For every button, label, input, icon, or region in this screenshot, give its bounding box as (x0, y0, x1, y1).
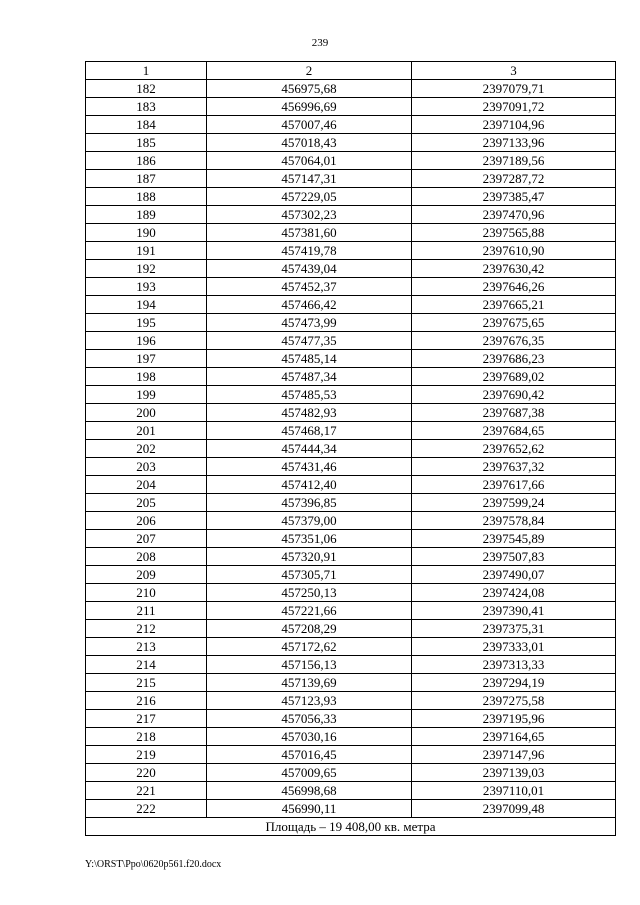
coordinate-x-cell: 457439,04 (207, 260, 412, 278)
point-number-cell: 205 (86, 494, 207, 512)
coordinate-y-cell: 2397424,08 (412, 584, 616, 602)
point-number-cell: 195 (86, 314, 207, 332)
table-row (86, 764, 616, 782)
point-number-cell: 193 (86, 278, 207, 296)
coordinate-y-cell: 2397110,01 (412, 782, 616, 800)
coordinate-y-cell: 2397665,21 (412, 296, 616, 314)
coordinate-x-cell: 456990,11 (207, 800, 412, 818)
table-row (86, 674, 616, 692)
table-row (86, 602, 616, 620)
point-number-cell: 192 (86, 260, 207, 278)
coordinate-y-cell: 2397133,96 (412, 134, 616, 152)
coordinate-y-cell: 2397652,62 (412, 440, 616, 458)
table-row (86, 710, 616, 728)
coordinate-y-cell: 2397687,38 (412, 404, 616, 422)
coordinate-y-cell: 2397578,84 (412, 512, 616, 530)
coordinate-y-cell: 2397610,90 (412, 242, 616, 260)
point-number-cell: 216 (86, 692, 207, 710)
coordinate-x-cell: 457208,29 (207, 620, 412, 638)
coordinate-y-cell: 2397637,32 (412, 458, 616, 476)
table-row (86, 638, 616, 656)
point-number-cell: 182 (86, 80, 207, 98)
point-number-cell: 207 (86, 530, 207, 548)
coordinate-x-cell: 456975,68 (207, 80, 412, 98)
table-row (86, 242, 616, 260)
table-row (86, 422, 616, 440)
area-total: Площадь – 19 408,00 кв. метра (86, 818, 616, 836)
coordinate-x-cell: 456998,68 (207, 782, 412, 800)
table-row (86, 350, 616, 368)
point-number-cell: 213 (86, 638, 207, 656)
coordinate-x-cell: 457064,01 (207, 152, 412, 170)
table-row (86, 440, 616, 458)
table-row (86, 584, 616, 602)
table-row (86, 656, 616, 674)
coordinate-x-cell: 457007,46 (207, 116, 412, 134)
coordinate-x-cell: 457172,62 (207, 638, 412, 656)
coordinate-x-cell: 456996,69 (207, 98, 412, 116)
coordinate-y-cell: 2397385,47 (412, 188, 616, 206)
coordinate-x-cell: 457147,31 (207, 170, 412, 188)
point-number-cell: 189 (86, 206, 207, 224)
coordinate-x-cell: 457056,33 (207, 710, 412, 728)
coordinate-x-cell: 457229,05 (207, 188, 412, 206)
coordinate-y-cell: 2397617,66 (412, 476, 616, 494)
coordinate-y-cell: 2397599,24 (412, 494, 616, 512)
coordinate-x-cell: 457018,43 (207, 134, 412, 152)
table-header-row (86, 62, 616, 80)
table-row (86, 116, 616, 134)
coordinate-y-cell: 2397287,72 (412, 170, 616, 188)
coordinate-y-cell: 2397689,02 (412, 368, 616, 386)
point-number-cell: 197 (86, 350, 207, 368)
coordinate-x-cell: 457482,93 (207, 404, 412, 422)
table-row (86, 386, 616, 404)
table-row (86, 98, 616, 116)
point-number-cell: 220 (86, 764, 207, 782)
point-number-cell: 190 (86, 224, 207, 242)
coordinate-x-cell: 457452,37 (207, 278, 412, 296)
coordinates-table (85, 61, 616, 836)
table-row (86, 314, 616, 332)
coordinate-x-cell: 457302,23 (207, 206, 412, 224)
coordinate-y-cell: 2397147,96 (412, 746, 616, 764)
point-number-cell: 186 (86, 152, 207, 170)
point-number-cell: 200 (86, 404, 207, 422)
coordinate-x-cell: 457431,46 (207, 458, 412, 476)
coordinate-x-cell: 457305,71 (207, 566, 412, 584)
table-row (86, 206, 616, 224)
point-number-cell: 196 (86, 332, 207, 350)
point-number-cell: 208 (86, 548, 207, 566)
coordinate-x-cell: 457485,53 (207, 386, 412, 404)
table-row (86, 404, 616, 422)
coordinate-y-cell: 2397079,71 (412, 80, 616, 98)
table-row (86, 566, 616, 584)
coordinate-x-cell: 457468,17 (207, 422, 412, 440)
table-row (86, 530, 616, 548)
coordinate-y-cell: 2397333,01 (412, 638, 616, 656)
coordinate-y-cell: 2397646,26 (412, 278, 616, 296)
coordinate-x-cell: 457412,40 (207, 476, 412, 494)
coordinate-x-cell: 457485,14 (207, 350, 412, 368)
table-row (86, 728, 616, 746)
table-row (86, 800, 616, 818)
table-row (86, 332, 616, 350)
table-row (86, 494, 616, 512)
table-row (86, 692, 616, 710)
point-number-cell: 203 (86, 458, 207, 476)
point-number-cell: 184 (86, 116, 207, 134)
coordinate-y-cell: 2397139,03 (412, 764, 616, 782)
coordinate-y-cell: 2397690,42 (412, 386, 616, 404)
page-number: 239 (311, 37, 329, 49)
coordinate-y-cell: 2397507,83 (412, 548, 616, 566)
column-header-2: 2 (207, 62, 412, 80)
table-row (86, 458, 616, 476)
point-number-cell: 201 (86, 422, 207, 440)
coordinate-x-cell: 457139,69 (207, 674, 412, 692)
coordinate-x-cell: 457379,00 (207, 512, 412, 530)
coordinate-x-cell: 457009,65 (207, 764, 412, 782)
coordinate-y-cell: 2397091,72 (412, 98, 616, 116)
coordinate-y-cell: 2397565,88 (412, 224, 616, 242)
point-number-cell: 219 (86, 746, 207, 764)
table-row (86, 548, 616, 566)
point-number-cell: 188 (86, 188, 207, 206)
coordinate-x-cell: 457396,85 (207, 494, 412, 512)
coordinate-y-cell: 2397470,96 (412, 206, 616, 224)
point-number-cell: 215 (86, 674, 207, 692)
point-number-cell: 191 (86, 242, 207, 260)
area-row (86, 818, 616, 836)
coordinate-y-cell: 2397390,41 (412, 602, 616, 620)
coordinate-x-cell: 457419,78 (207, 242, 412, 260)
coordinate-x-cell: 457156,13 (207, 656, 412, 674)
coordinate-y-cell: 2397375,31 (412, 620, 616, 638)
coordinate-x-cell: 457123,93 (207, 692, 412, 710)
coordinate-y-cell: 2397313,33 (412, 656, 616, 674)
point-number-cell: 199 (86, 386, 207, 404)
table-row (86, 152, 616, 170)
coordinate-y-cell: 2397490,07 (412, 566, 616, 584)
table-row (86, 512, 616, 530)
table-row (86, 260, 616, 278)
file-path-footer: Y:\ORST\Ppo\0620p561.f20.docx (85, 859, 222, 870)
coordinate-y-cell: 2397294,19 (412, 674, 616, 692)
coordinate-x-cell: 457381,60 (207, 224, 412, 242)
table-row (86, 134, 616, 152)
coordinate-y-cell: 2397275,58 (412, 692, 616, 710)
table-row (86, 746, 616, 764)
coordinate-y-cell: 2397195,96 (412, 710, 616, 728)
coordinate-x-cell: 457030,16 (207, 728, 412, 746)
coordinate-x-cell: 457487,34 (207, 368, 412, 386)
coordinate-x-cell: 457250,13 (207, 584, 412, 602)
coordinate-y-cell: 2397676,35 (412, 332, 616, 350)
table-row (86, 476, 616, 494)
point-number-cell: 206 (86, 512, 207, 530)
point-number-cell: 217 (86, 710, 207, 728)
point-number-cell: 221 (86, 782, 207, 800)
point-number-cell: 222 (86, 800, 207, 818)
coordinates-table-body (86, 62, 616, 818)
coordinate-x-cell: 457016,45 (207, 746, 412, 764)
table-row (86, 296, 616, 314)
coordinate-x-cell: 457320,91 (207, 548, 412, 566)
point-number-cell: 183 (86, 98, 207, 116)
point-number-cell: 218 (86, 728, 207, 746)
table-row (86, 278, 616, 296)
table-row (86, 170, 616, 188)
table-row (86, 80, 616, 98)
coordinate-y-cell: 2397686,23 (412, 350, 616, 368)
point-number-cell: 210 (86, 584, 207, 602)
table-row (86, 368, 616, 386)
point-number-cell: 204 (86, 476, 207, 494)
coordinate-y-cell: 2397675,65 (412, 314, 616, 332)
point-number-cell: 185 (86, 134, 207, 152)
table-row (86, 188, 616, 206)
column-header-3: 3 (412, 62, 616, 80)
coordinate-y-cell: 2397684,65 (412, 422, 616, 440)
coordinate-y-cell: 2397630,42 (412, 260, 616, 278)
coordinate-x-cell: 457221,66 (207, 602, 412, 620)
coordinate-y-cell: 2397104,96 (412, 116, 616, 134)
coordinate-y-cell: 2397164,65 (412, 728, 616, 746)
coordinate-x-cell: 457466,42 (207, 296, 412, 314)
point-number-cell: 211 (86, 602, 207, 620)
coordinate-y-cell: 2397099,48 (412, 800, 616, 818)
coordinate-y-cell: 2397189,56 (412, 152, 616, 170)
point-number-cell: 187 (86, 170, 207, 188)
coordinate-x-cell: 457473,99 (207, 314, 412, 332)
point-number-cell: 202 (86, 440, 207, 458)
coordinate-x-cell: 457351,06 (207, 530, 412, 548)
point-number-cell: 214 (86, 656, 207, 674)
table-row (86, 224, 616, 242)
coordinate-x-cell: 457477,35 (207, 332, 412, 350)
coordinate-y-cell: 2397545,89 (412, 530, 616, 548)
point-number-cell: 198 (86, 368, 207, 386)
table-row (86, 620, 616, 638)
table-row (86, 782, 616, 800)
coordinate-x-cell: 457444,34 (207, 440, 412, 458)
point-number-cell: 209 (86, 566, 207, 584)
point-number-cell: 194 (86, 296, 207, 314)
point-number-cell: 212 (86, 620, 207, 638)
column-header-1: 1 (86, 62, 207, 80)
